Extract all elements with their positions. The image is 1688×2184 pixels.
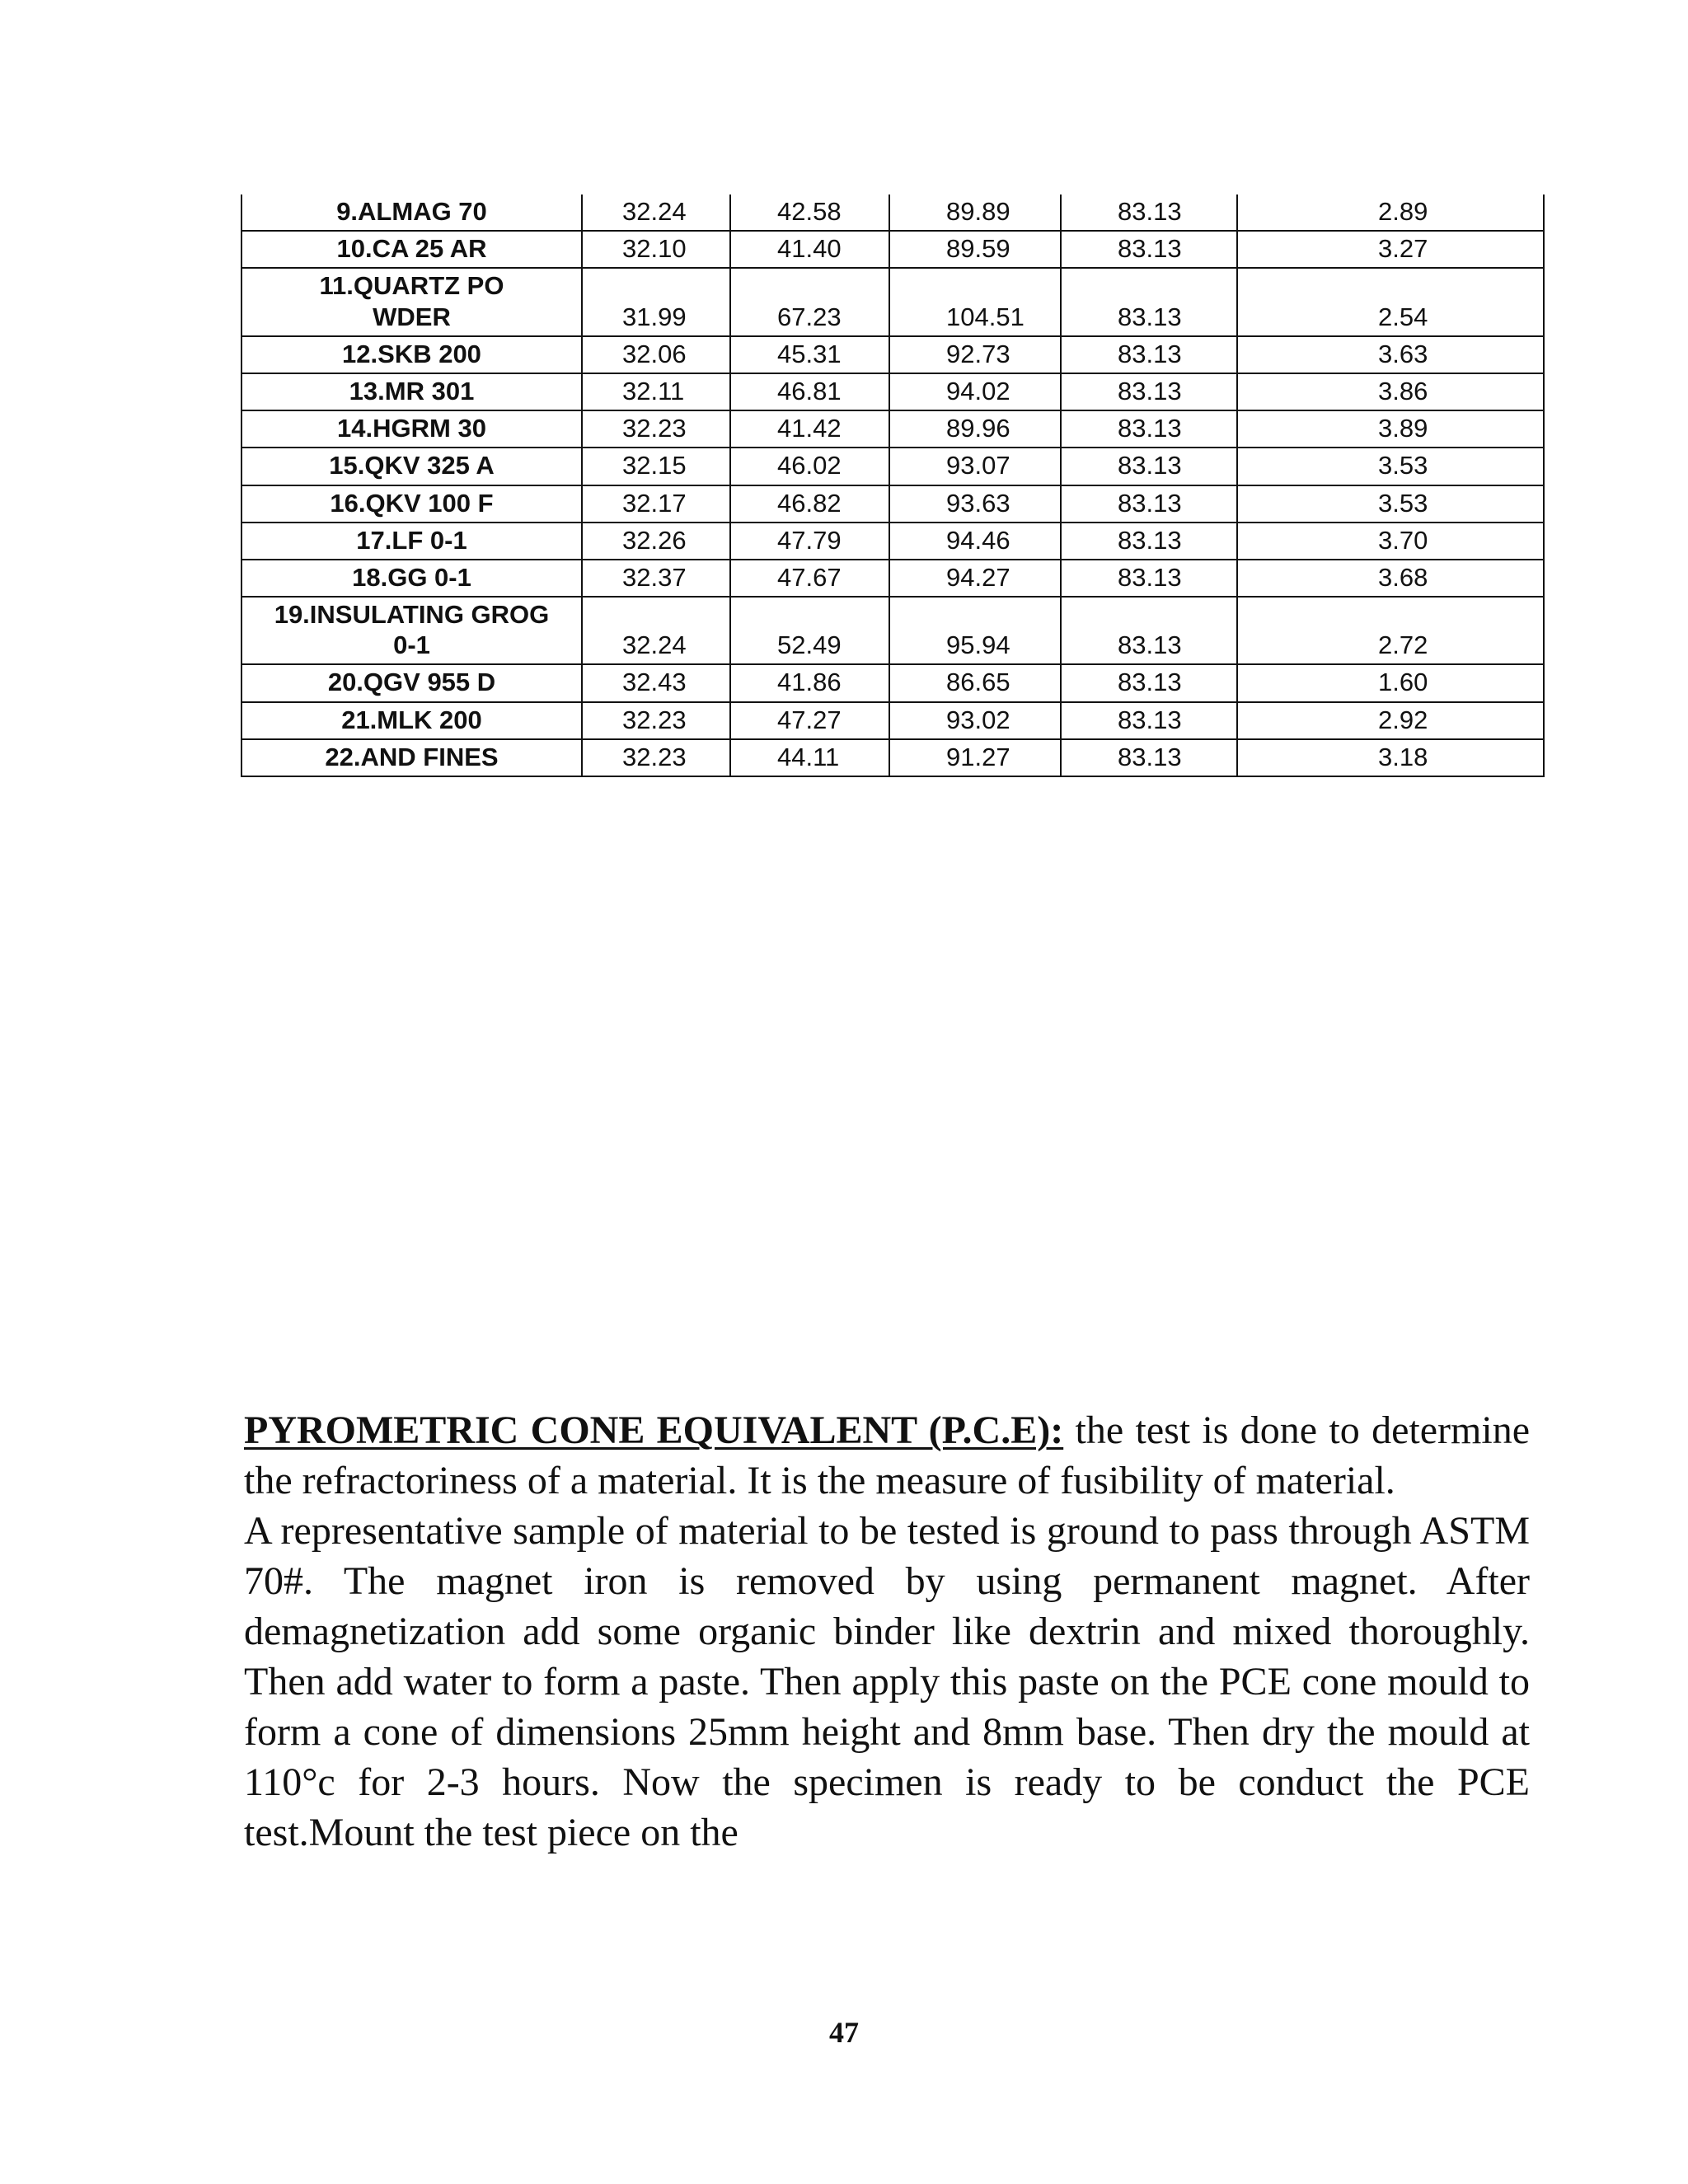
pce-paragraph-1-text: the test is done to determine the refractoriness of a material. It is the measure of fusibility of material. (244, 1408, 1530, 1502)
value-cell-v2: 46.82 (730, 485, 889, 523)
value-cell-v4: 83.13 (1061, 231, 1237, 268)
value-cell-v1: 32.43 (582, 664, 730, 701)
material-name-cell (241, 739, 582, 776)
value-cell-v4: 83.13 (1061, 560, 1237, 597)
material-name-line: 16.QKV 100 F (330, 488, 494, 518)
value-cell-v1: 32.06 (582, 336, 730, 373)
table-row (241, 597, 1544, 664)
material-name-cell (241, 336, 582, 373)
value-cell-v4: 83.13 (1061, 410, 1237, 448)
material-name-line: 22.AND FINES (325, 742, 499, 771)
page-number: 47 (829, 2016, 859, 2049)
material-name-cell (241, 485, 582, 523)
material-name-line: 17.LF 0-1 (356, 525, 467, 555)
value-cell-v1: 32.23 (582, 702, 730, 739)
value-cell-v2: 46.81 (730, 373, 889, 410)
value-cell-v3: 93.63 (889, 485, 1061, 523)
material-name-line: 14.HGRM 30 (337, 414, 486, 443)
material-name-cell (241, 702, 582, 739)
value-cell-v1: 32.26 (582, 523, 730, 560)
value-cell-v3: 92.73 (889, 336, 1061, 373)
value-cell-v5: 3.27 (1237, 231, 1544, 268)
value-cell-v2: 47.67 (730, 560, 889, 597)
material-name-line: 21.MLK 200 (341, 705, 482, 734)
value-cell-v4: 83.13 (1061, 485, 1237, 523)
table-row (241, 702, 1544, 739)
value-cell-v1: 32.23 (582, 739, 730, 776)
pce-paragraph-1 (244, 1405, 1530, 1506)
table-row (241, 373, 1544, 410)
value-cell-v5: 3.86 (1237, 373, 1544, 410)
material-name-line: 9.ALMAG 70 (336, 197, 487, 226)
table-row (241, 194, 1544, 231)
value-cell-v3: 94.27 (889, 560, 1061, 597)
table-row (241, 410, 1544, 448)
material-name-cell (241, 410, 582, 448)
value-cell-v3: 89.89 (889, 194, 1061, 231)
value-cell-v2: 42.58 (730, 194, 889, 231)
value-cell-v2: 44.11 (730, 739, 889, 776)
material-name-line: 19.INSULATING GROG (274, 600, 550, 630)
value-cell-v5: 2.54 (1237, 268, 1544, 335)
value-cell-v4: 83.13 (1061, 373, 1237, 410)
value-cell-v5: 2.72 (1237, 597, 1544, 664)
value-cell-v3: 104.51 (889, 268, 1061, 335)
pce-section (244, 1405, 1530, 1858)
value-cell-v4: 83.13 (1061, 448, 1237, 485)
material-name-cell (241, 597, 582, 664)
material-name-cell (241, 560, 582, 597)
value-cell-v4: 83.13 (1061, 268, 1237, 335)
value-cell-v3: 94.02 (889, 373, 1061, 410)
table-row (241, 739, 1544, 776)
value-cell-v2: 67.23 (730, 268, 889, 335)
table-row (241, 560, 1544, 597)
material-name-cell (241, 268, 582, 335)
value-cell-v3: 91.27 (889, 739, 1061, 776)
table-row (241, 231, 1544, 268)
results-table-body (241, 194, 1544, 776)
value-cell-v2: 45.31 (730, 336, 889, 373)
pce-paragraph-2: A representative sample of material to be tested is ground to pass through ASTM 70#. The magnet iron is removed by using permanent magnet. After demagnetization add some organic binder like dextrin and mixed thoroughly. Then add water to form a paste. Then apply this paste on the PCE cone mould to form a cone of dimensions 25mm height and 8mm base. Then dry the mould at 110°c for 2-3 hours. Now the specimen is ready to be conduct the PCE test.Mount the test piece on the (244, 1509, 1530, 1854)
material-name-line: 18.GG 0-1 (352, 562, 471, 592)
value-cell-v1: 32.10 (582, 231, 730, 268)
value-cell-v4: 83.13 (1061, 664, 1237, 701)
value-cell-v5: 3.53 (1237, 485, 1544, 523)
value-cell-v4: 83.13 (1061, 739, 1237, 776)
material-name-cell (241, 373, 582, 410)
value-cell-v4: 83.13 (1061, 194, 1237, 231)
table-row (241, 448, 1544, 485)
material-name-line: WDER (373, 302, 451, 331)
pce-heading: PYROMETRIC CONE EQUIVALENT (P.C.E): (244, 1408, 1064, 1452)
table-row (241, 268, 1544, 335)
value-cell-v3: 94.46 (889, 523, 1061, 560)
value-cell-v3: 93.02 (889, 702, 1061, 739)
value-cell-v4: 83.13 (1061, 597, 1237, 664)
material-name-line: 10.CA 25 AR (336, 234, 487, 264)
value-cell-v1: 32.11 (582, 373, 730, 410)
table-row (241, 664, 1544, 701)
value-cell-v5: 3.18 (1237, 739, 1544, 776)
value-cell-v5: 1.60 (1237, 664, 1544, 701)
material-name-line: 13.MR 301 (349, 376, 475, 405)
value-cell-v4: 83.13 (1061, 702, 1237, 739)
value-cell-v5: 2.89 (1237, 194, 1544, 231)
value-cell-v2: 52.49 (730, 597, 889, 664)
value-cell-v2: 47.27 (730, 702, 889, 739)
value-cell-v5: 3.63 (1237, 336, 1544, 373)
value-cell-v3: 95.94 (889, 597, 1061, 664)
value-cell-v5: 3.70 (1237, 523, 1544, 560)
value-cell-v1: 32.24 (582, 597, 730, 664)
value-cell-v2: 46.02 (730, 448, 889, 485)
value-cell-v5: 3.53 (1237, 448, 1544, 485)
value-cell-v4: 83.13 (1061, 336, 1237, 373)
value-cell-v1: 31.99 (582, 268, 730, 335)
material-name-cell (241, 231, 582, 268)
value-cell-v5: 2.92 (1237, 702, 1544, 739)
value-cell-v1: 32.23 (582, 410, 730, 448)
material-name-line: 0-1 (393, 630, 430, 660)
material-name-cell (241, 523, 582, 560)
material-name-cell (241, 448, 582, 485)
material-name-line: 20.QGV 955 D (327, 668, 496, 697)
value-cell-v1: 32.15 (582, 448, 730, 485)
table-row (241, 336, 1544, 373)
material-name-cell (241, 194, 582, 231)
table-row (241, 523, 1544, 560)
value-cell-v1: 32.24 (582, 194, 730, 231)
results-table (241, 194, 1545, 777)
value-cell-v3: 89.59 (889, 231, 1061, 268)
material-name-line: 15.QKV 325 A (329, 451, 495, 480)
value-cell-v4: 83.13 (1061, 523, 1237, 560)
value-cell-v5: 3.68 (1237, 560, 1544, 597)
results-table-container (241, 194, 1543, 777)
value-cell-v2: 47.79 (730, 523, 889, 560)
value-cell-v1: 32.17 (582, 485, 730, 523)
value-cell-v1: 32.37 (582, 560, 730, 597)
material-name-cell (241, 664, 582, 701)
value-cell-v2: 41.86 (730, 664, 889, 701)
material-name-line: 11.QUARTZ PO (319, 271, 504, 301)
value-cell-v3: 86.65 (889, 664, 1061, 701)
value-cell-v3: 89.96 (889, 410, 1061, 448)
value-cell-v2: 41.40 (730, 231, 889, 268)
value-cell-v5: 3.89 (1237, 410, 1544, 448)
value-cell-v3: 93.07 (889, 448, 1061, 485)
value-cell-v2: 41.42 (730, 410, 889, 448)
table-row (241, 485, 1544, 523)
material-name-line: 12.SKB 200 (342, 339, 481, 368)
